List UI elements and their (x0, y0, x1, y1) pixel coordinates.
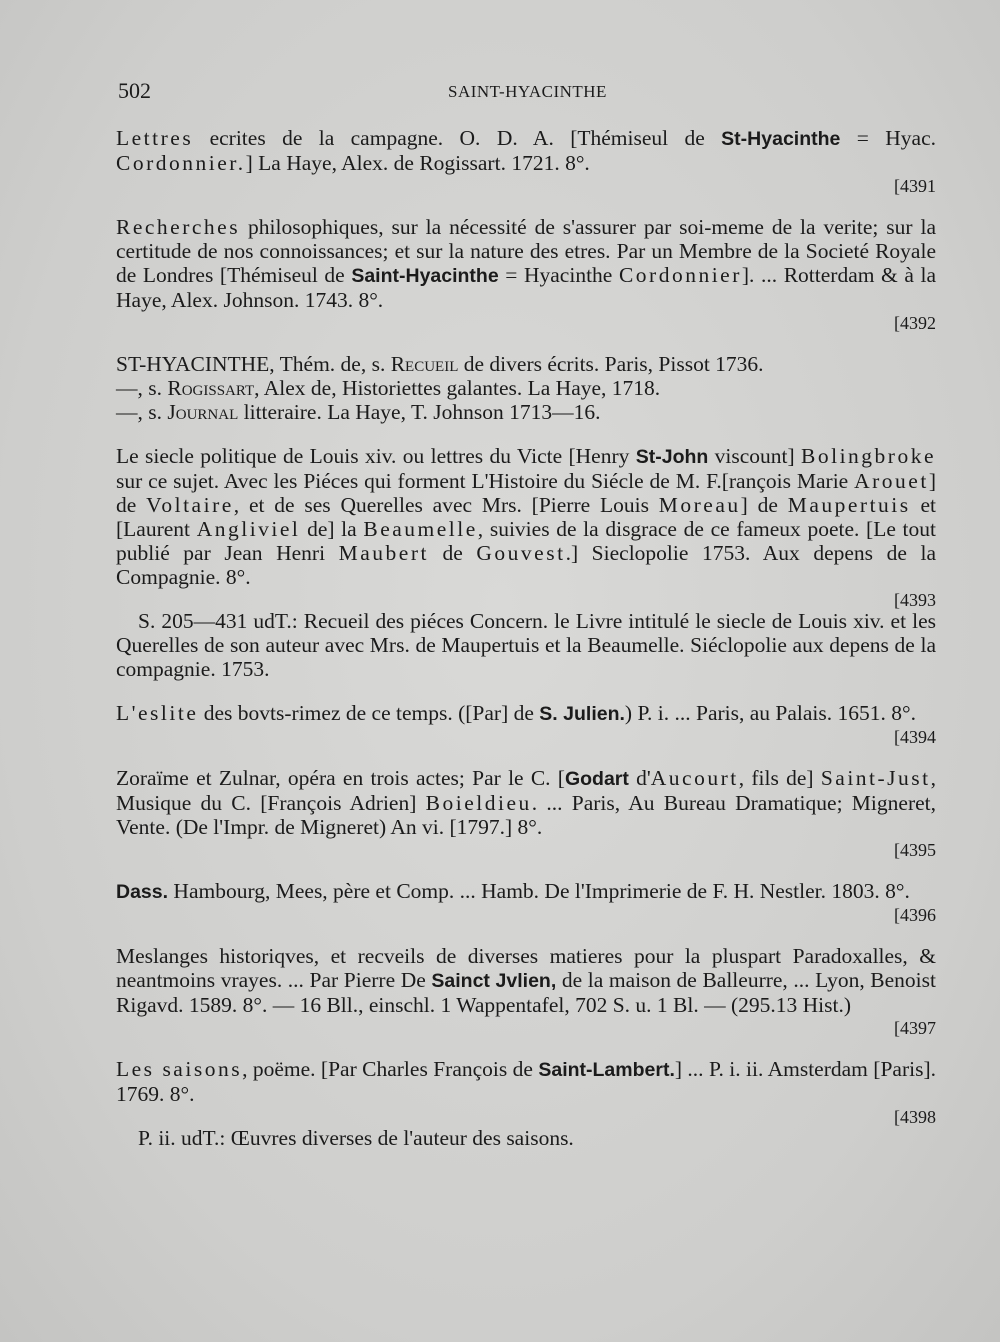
bold-author: Saint-Lambert. (538, 1059, 675, 1081)
entry-text: ecrites de la campagne. O. D. A. [Thémiseul de (193, 126, 722, 150)
bold-author: Godart (564, 768, 629, 790)
catalog-entry-4395 (116, 766, 936, 859)
entry-text: ] de (116, 469, 936, 517)
spaced-name: Voltaire (146, 493, 234, 517)
spaced-author: Cordonnier. (116, 151, 246, 175)
entry-number: [4392 (894, 313, 936, 333)
spaced-name: Gouvest (476, 541, 566, 565)
spaced-name: Boieldieu (425, 791, 532, 815)
xref-smallcaps: Recueil (390, 352, 459, 376)
spaced-name: Maubert (338, 541, 429, 565)
entry-text: , poëme. [Par Charles François de (242, 1057, 539, 1081)
spaced-name: Aucourt (650, 766, 739, 790)
bold-author: S. Julien. (539, 703, 625, 725)
entry-text: ) P. i. ... Paris, au Palais. 1651. 8°. (624, 701, 916, 725)
spaced-author: Cordonnier (618, 263, 742, 287)
entry-text: de la maison de Balleurre, ... Lyon, Benoist Rigavd. 1589. 8°. — 16 Bll., einschl. 1 Wappentafel, 702 S. u. 1 Bl. — (295.13 Hist.) (116, 968, 936, 1017)
entry-note: P. ii. udT.: Œuvres diverses de l'auteur des saisons. (138, 1126, 574, 1150)
xref-text: litteraire. La Haye, T. Johnson 1713—16. (238, 400, 601, 424)
entry-text: = Hyac. (840, 126, 936, 150)
spaced-name: Arouet (854, 469, 929, 493)
entry-number: [4394 (894, 727, 936, 747)
entry-text: , Musique du C. [François Adrien] (116, 766, 937, 815)
entry-text: = Hyacinthe (498, 263, 619, 287)
spaced-name: Angliviel (196, 517, 301, 541)
catalog-entry-4392 (116, 215, 936, 332)
entry-text: Meslanges historiqves, et recveils de diverses matieres pour la pluspart Paradoxalles, & neantmoins vrayes. ... Par Pierre De (116, 944, 936, 992)
entry-text: ] La Haye, Alex. de Rogissart. 1721. 8°. (245, 151, 590, 175)
entry-number: [4391 (894, 176, 936, 196)
entry-text: , suivies de la disgrace de ce fameux poete. [Le tout publié par Jean Henri (116, 517, 937, 565)
entry-number: [4398 (894, 1107, 936, 1127)
spaced-name: Maupertuis (787, 493, 911, 517)
entry-number: [4397 (894, 1018, 936, 1038)
bold-author: Saint-Hyacinthe (351, 265, 499, 287)
entry-note: S. 205—431 udT.: Recueil des piéces Concern. le Livre intitulé le siecle de Louis xiv. et les Querelles de son auteur avec Mrs. de Maupertuis et la Beaumelle. Siéclopolie aux depens de la compagnie. 1753. (116, 609, 936, 681)
running-title: SAINT-HYACINTHE (448, 82, 607, 101)
cross-reference-block (116, 352, 936, 424)
entry-text: Le siecle politique de Louis xiv. ou lettres du Victe [Henry (116, 444, 636, 468)
bold-author: Sainct Jvlien, (431, 970, 557, 992)
entry-text: des bovts-rimez de ce temps. ([Par] de (198, 701, 540, 725)
entry-text: ]. ... Rotterdam & à la Haye, Alex. Johnson. 1743. 8°. (116, 263, 937, 312)
xref-text: de divers écrits. Paris, Pissot 1736. (458, 352, 764, 376)
entry-text: Zoraïme et Zulnar, opéra en trois actes; Par le C. [ (116, 766, 565, 790)
entry-text: ] de (740, 493, 788, 517)
bold-author: St-Hyacinthe (721, 128, 841, 150)
spaced-name: Saint-Just (820, 766, 931, 790)
entry-text: .] Sieclopolie 1753. Aux depens de la Compagnie. 8°. (116, 541, 936, 589)
xref-text: ST-HYACINTHE, Thém. de, s. (116, 352, 391, 376)
bold-author: Dass. (116, 881, 169, 903)
spaced-name: Bolingbroke (801, 444, 936, 468)
catalog-entry-4391 (116, 126, 936, 195)
xref-smallcaps: Journal (167, 400, 239, 424)
spaced-title: Recherches (116, 215, 241, 239)
xref-text: —, s. (116, 376, 168, 400)
spaced-author: Lettres (116, 126, 194, 150)
entry-text: philosophiques, sur la nécessité de s'assurer par soi-meme de la verite; sur la certitude de nos connoissances; et sur la nature des etres. Par un Membre de la Societé Royale de Londres [Thémiseul de (116, 215, 936, 287)
entry-text: et [Laurent (116, 493, 936, 541)
entry-text: . ... Paris, Au Bureau Dramatique; Migneret, Vente. (De l'Impr. de Migneret) An vi. [1797.] 8°. (116, 791, 936, 839)
xref-text: Alex de, Historiettes galantes. La Haye, 1718. (259, 376, 661, 400)
entry-text: , fils de] (738, 766, 821, 790)
catalog-entry-4398 (116, 1057, 936, 1150)
catalog-entries (116, 126, 936, 1170)
entry-text: d' (628, 766, 651, 790)
entry-text: sur ce sujet. Avec les Piéces qui forment L'Histoire du Siécle de M. F.[rançois Marie (116, 469, 855, 493)
catalog-entry-4397 (116, 944, 936, 1037)
entry-text: , et de ses Querelles avec Mrs. [Pierre Louis (233, 493, 659, 517)
entry-text: viscount] (708, 444, 801, 468)
entry-text: Hambourg, Mees, père et Comp. ... Hamb. De l'Imprimerie de F. H. Nestler. 1803. 8°. (168, 879, 910, 903)
entry-number: [4395 (894, 840, 936, 860)
page-number: 502 (118, 78, 151, 103)
entry-text: de] la (300, 517, 364, 541)
entry-number: [4396 (894, 905, 936, 925)
xref-text: —, s. (116, 400, 168, 424)
spaced-title: L'eslite (116, 701, 199, 725)
catalog-entry-4394 (116, 701, 936, 746)
catalog-entry-4396 (116, 879, 936, 924)
bold-author: St-John (635, 446, 709, 468)
page-header (118, 78, 920, 108)
spaced-title: Les saisons (116, 1057, 243, 1081)
spaced-name: Moreau (658, 493, 741, 517)
spaced-name: Beaumelle (363, 517, 478, 541)
entry-text: de (428, 541, 477, 565)
catalog-entry-4393 (116, 444, 936, 681)
entry-number: [4393 (894, 590, 936, 610)
entry-text: ] ... P. i. ii. Amsterdam [Paris]. 1769. 8°. (116, 1057, 936, 1106)
xref-smallcaps: Rogissart, (167, 376, 260, 400)
